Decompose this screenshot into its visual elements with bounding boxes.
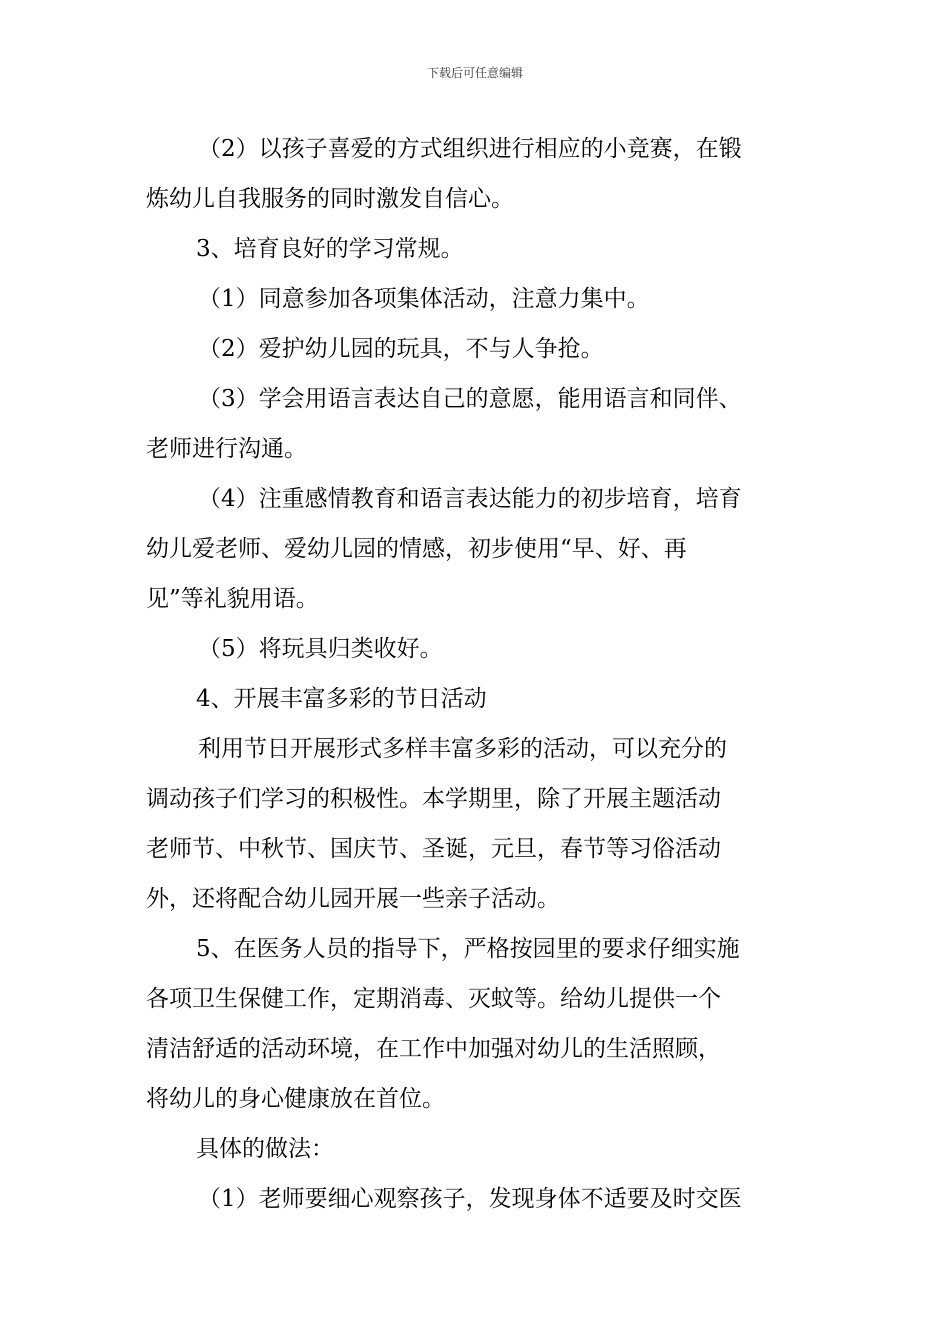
text-line: 调动孩子们学习的积极性。本学期里，除了开展主题活动 xyxy=(146,786,721,812)
text-line: （4）注重感情教育和语言表达能力的初步培育，培育 xyxy=(198,486,742,512)
text-line: （3）学会用语言表达自己的意愿，能用语言和同伴、 xyxy=(198,386,742,412)
text-line: 外，还将配合幼儿园开展一些亲子活动。 xyxy=(146,886,560,912)
text-line: 5、在医务人员的指导下，严格按园里的要求仔细实施 xyxy=(196,936,740,962)
text-line: 将幼儿的身心健康放在首位。 xyxy=(146,1086,445,1112)
text-line: 具体的做法： xyxy=(196,1136,334,1162)
text-line: 幼儿爱老师、爱幼儿园的情感，初步使用“早、好、再 xyxy=(146,536,687,562)
text-line: 4、开展丰富多彩的节日活动 xyxy=(196,686,487,712)
text-line: 炼幼儿自我服务的同时激发自信心。 xyxy=(146,186,514,212)
text-line: （1）老师要细心观察孩子，发现身体不适要及时交医 xyxy=(198,1186,742,1212)
text-line: 3、培育良好的学习常规。 xyxy=(196,236,464,262)
text-line: （2）以孩子喜爱的方式组织进行相应的小竞赛，在锻 xyxy=(198,136,742,162)
page-header: 下载后可任意编辑 xyxy=(426,66,523,80)
text-line: 见”等礼貌用语。 xyxy=(146,586,319,612)
text-line: 各项卫生保健工作，定期消毒、灭蚊等。给幼儿提供一个 xyxy=(146,986,721,1012)
text-line: （5）将玩具归类收好。 xyxy=(198,636,443,662)
text-line: （1）同意参加各项集体活动，注意力集中。 xyxy=(198,286,650,312)
text-line: 老师节、中秋节、国庆节、圣诞，元旦，春节等习俗活动 xyxy=(146,836,721,862)
text-line: （2）爱护幼儿园的玩具，不与人争抢。 xyxy=(198,336,604,362)
text-line: 清洁舒适的活动环境，在工作中加强对幼儿的生活照顾， xyxy=(146,1036,721,1062)
text-line: 利用节日开展形式多样丰富多彩的活动，可以充分的 xyxy=(198,736,727,762)
text-line: 老师进行沟通。 xyxy=(146,436,307,462)
